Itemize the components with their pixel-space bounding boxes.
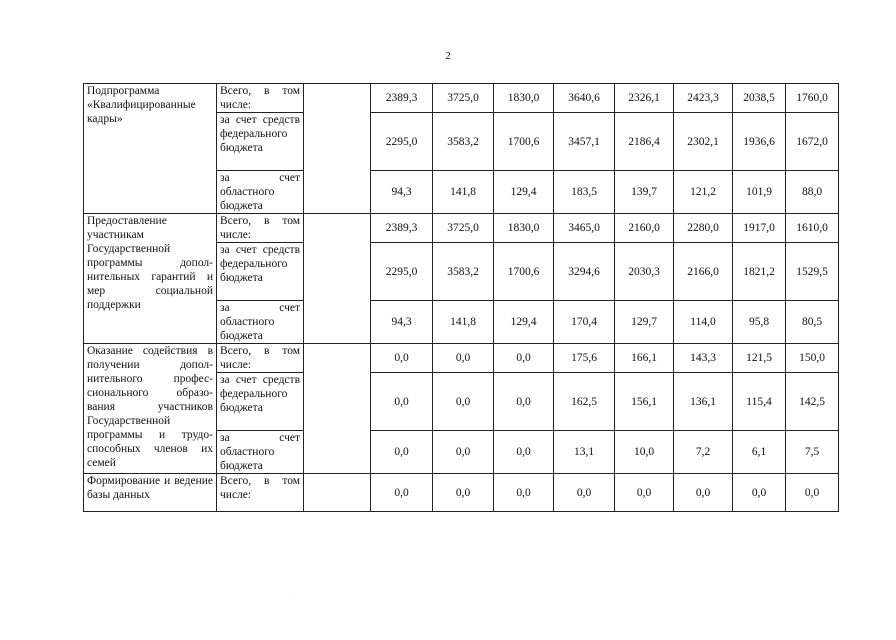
program-name-cell: Оказание содействия в получении допол-нительного профес-сионального образо-вания участников Государственной программы и трудо-способных членов их семей <box>84 344 217 474</box>
value-cell: 3294,6 <box>554 243 615 301</box>
funding-source-cell: за счет средств федерального бюджета <box>217 373 304 431</box>
value-cell: 162,5 <box>554 373 615 431</box>
program-name-cell: Подпрограмма «Квалифицированные кадры» <box>84 84 217 214</box>
value-cell: 143,3 <box>674 344 733 373</box>
scan-speck: · <box>289 592 291 598</box>
value-cell: 156,1 <box>615 373 674 431</box>
value-cell: 80,5 <box>786 301 839 344</box>
blank-column-cell <box>304 214 371 344</box>
value-cell: 6,1 <box>733 431 786 474</box>
value-cell: 129,4 <box>494 171 554 214</box>
value-cell: 2280,0 <box>674 214 733 243</box>
value-cell: 3465,0 <box>554 214 615 243</box>
value-cell: 2295,0 <box>371 113 433 171</box>
value-cell: 3583,2 <box>433 113 494 171</box>
value-cell: 0,0 <box>733 474 786 512</box>
value-cell: 175,6 <box>554 344 615 373</box>
value-cell: 13,1 <box>554 431 615 474</box>
value-cell: 142,5 <box>786 373 839 431</box>
value-cell: 0,0 <box>786 474 839 512</box>
value-cell: 88,0 <box>786 171 839 214</box>
funding-source-cell: за счет областного бюджета <box>217 431 304 474</box>
value-cell: 0,0 <box>371 344 433 373</box>
blank-column-cell <box>304 474 371 512</box>
table-row <box>84 214 839 243</box>
value-cell: 0,0 <box>615 474 674 512</box>
value-cell: 1610,0 <box>786 214 839 243</box>
value-cell: 0,0 <box>554 474 615 512</box>
value-cell: 2302,1 <box>674 113 733 171</box>
value-cell: 2326,1 <box>615 84 674 113</box>
program-name-cell: Формирование и ведение базы данных <box>84 474 217 512</box>
funding-source-cell: Всего, в том числе: <box>217 474 304 512</box>
value-cell: 0,0 <box>494 431 554 474</box>
table-row <box>84 344 839 373</box>
value-cell: 139,7 <box>615 171 674 214</box>
funding-source-cell: Всего, в том числе: <box>217 214 304 243</box>
value-cell: 170,4 <box>554 301 615 344</box>
value-cell: 2389,3 <box>371 84 433 113</box>
value-cell: 0,0 <box>371 431 433 474</box>
value-cell: 115,4 <box>733 373 786 431</box>
value-cell: 1830,0 <box>494 214 554 243</box>
value-cell: 3725,0 <box>433 84 494 113</box>
value-cell: 1700,6 <box>494 113 554 171</box>
value-cell: 2389,3 <box>371 214 433 243</box>
value-cell: 166,1 <box>615 344 674 373</box>
table-row <box>84 84 839 113</box>
value-cell: 95,8 <box>733 301 786 344</box>
value-cell: 136,1 <box>674 373 733 431</box>
program-name-cell: Предоставление участникам Государственной программы допол-нительных гарантий и мер социальной поддержки <box>84 214 217 344</box>
funding-source-cell: за счет средств федерального бюджета <box>217 113 304 171</box>
page-number: 2 <box>445 50 451 62</box>
value-cell: 2423,3 <box>674 84 733 113</box>
value-cell: 0,0 <box>433 431 494 474</box>
value-cell: 141,8 <box>433 301 494 344</box>
value-cell: 3583,2 <box>433 243 494 301</box>
value-cell: 183,5 <box>554 171 615 214</box>
value-cell: 7,5 <box>786 431 839 474</box>
value-cell: 2030,3 <box>615 243 674 301</box>
funding-source-cell: за счет областного бюджета <box>217 171 304 214</box>
value-cell: 1830,0 <box>494 84 554 113</box>
value-cell: 3725,0 <box>433 214 494 243</box>
value-cell: 1821,2 <box>733 243 786 301</box>
value-cell: 150,0 <box>786 344 839 373</box>
value-cell: 2186,4 <box>615 113 674 171</box>
value-cell: 0,0 <box>371 373 433 431</box>
value-cell: 2166,0 <box>674 243 733 301</box>
value-cell: 1700,6 <box>494 243 554 301</box>
funding-source-cell: за счет средств федерального бюджета <box>217 243 304 301</box>
value-cell: 121,2 <box>674 171 733 214</box>
value-cell: 7,2 <box>674 431 733 474</box>
value-cell: 2160,0 <box>615 214 674 243</box>
value-cell: 0,0 <box>494 474 554 512</box>
funding-source-cell: Всего, в том числе: <box>217 344 304 373</box>
value-cell: 0,0 <box>433 344 494 373</box>
value-cell: 0,0 <box>433 474 494 512</box>
value-cell: 1529,5 <box>786 243 839 301</box>
value-cell: 1917,0 <box>733 214 786 243</box>
funding-source-cell: за счет областного бюджета <box>217 301 304 344</box>
value-cell: 121,5 <box>733 344 786 373</box>
value-cell: 129,4 <box>494 301 554 344</box>
value-cell: 10,0 <box>615 431 674 474</box>
value-cell: 3640,6 <box>554 84 615 113</box>
value-cell: 1672,0 <box>786 113 839 171</box>
value-cell: 0,0 <box>371 474 433 512</box>
value-cell: 94,3 <box>371 301 433 344</box>
value-cell: 1936,6 <box>733 113 786 171</box>
value-cell: 3457,1 <box>554 113 615 171</box>
value-cell: 0,0 <box>433 373 494 431</box>
value-cell: 94,3 <box>371 171 433 214</box>
blank-column-cell <box>304 344 371 474</box>
funding-source-cell: Всего, в том числе: <box>217 84 304 113</box>
budget-table <box>83 83 839 512</box>
value-cell: 1760,0 <box>786 84 839 113</box>
value-cell: 2295,0 <box>371 243 433 301</box>
value-cell: 141,8 <box>433 171 494 214</box>
value-cell: 0,0 <box>674 474 733 512</box>
table-body <box>84 84 839 512</box>
table-row <box>84 474 839 512</box>
value-cell: 0,0 <box>494 344 554 373</box>
value-cell: 129,7 <box>615 301 674 344</box>
value-cell: 101,9 <box>733 171 786 214</box>
value-cell: 2038,5 <box>733 84 786 113</box>
value-cell: 0,0 <box>494 373 554 431</box>
blank-column-cell <box>304 84 371 214</box>
value-cell: 114,0 <box>674 301 733 344</box>
